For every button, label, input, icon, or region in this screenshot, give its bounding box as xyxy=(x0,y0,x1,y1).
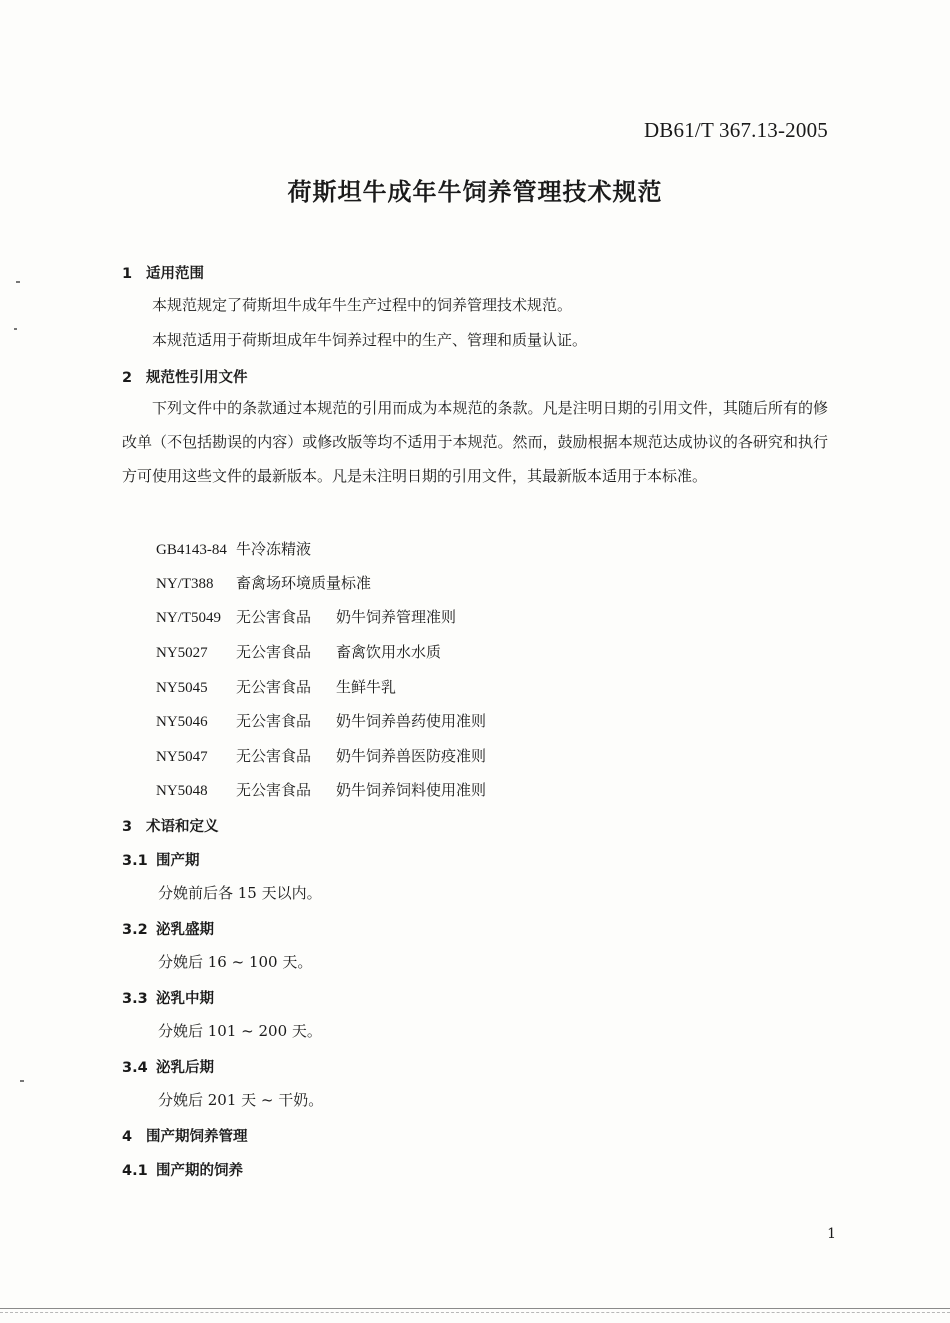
reference-item xyxy=(156,641,441,662)
section-3-heading xyxy=(122,815,219,836)
subsection-4-1-heading xyxy=(122,1159,243,1180)
reference-code: NY5047 xyxy=(156,749,208,765)
page-number: 1 xyxy=(827,1226,836,1242)
reference-code: GB4143-84 xyxy=(156,542,227,558)
subsection-title: 泌乳中期 xyxy=(156,991,214,1007)
scan-edge-line xyxy=(0,1312,950,1313)
reference-item xyxy=(156,779,486,800)
section-1-heading xyxy=(122,262,204,283)
reference-category: 无公害食品 xyxy=(236,712,312,730)
reference-category: 无公害食品 xyxy=(236,608,312,626)
subsection-3-2-heading xyxy=(122,918,214,939)
section-1-paragraph-1: 本规范规定了荷斯坦牛成年牛生产过程中的饲养管理技术规范。 xyxy=(152,296,573,314)
definition-text: 分娩后 101 ~ 200 天。 xyxy=(158,1022,322,1040)
section-title: 术语和定义 xyxy=(146,819,219,835)
reference-category: 无公害食品 xyxy=(236,747,312,765)
subsection-3-1-heading xyxy=(122,849,200,870)
reference-item xyxy=(156,745,486,766)
reference-item xyxy=(156,572,371,593)
subsection-number: 4.1 xyxy=(122,1163,148,1179)
reference-name: 畜禽场环境质量标准 xyxy=(236,574,372,592)
scan-speck xyxy=(14,328,17,330)
scan-speck xyxy=(16,281,20,283)
subsection-title: 泌乳后期 xyxy=(156,1060,214,1076)
subsection-title: 泌乳盛期 xyxy=(156,922,214,938)
reference-code: NY/T5049 xyxy=(156,610,221,626)
section-number: 1 xyxy=(122,266,133,282)
reference-item xyxy=(156,538,311,559)
reference-name: 奶牛饲养管理准则 xyxy=(336,608,457,626)
section-4-heading xyxy=(122,1125,248,1146)
scan-edge-line xyxy=(0,1308,950,1309)
section-2-heading xyxy=(122,366,248,387)
subsection-title: 围产期的饲养 xyxy=(156,1163,243,1179)
section-title: 适用范围 xyxy=(146,266,204,282)
reference-item xyxy=(156,710,486,731)
section-title: 规范性引用文件 xyxy=(146,370,248,386)
definition-text: 分娩前后各 15 天以内。 xyxy=(158,884,322,902)
section-number: 3 xyxy=(122,819,133,835)
subsection-title: 围产期 xyxy=(156,853,200,869)
reference-name: 牛冷冻精液 xyxy=(236,540,312,558)
reference-code: NY5046 xyxy=(156,714,208,730)
reference-item xyxy=(156,676,396,697)
standard-code: DB61/T 367.13-2005 xyxy=(643,118,828,142)
reference-code: NY5045 xyxy=(156,680,208,696)
reference-name: 生鲜牛乳 xyxy=(336,678,397,696)
scan-speck xyxy=(20,1080,24,1082)
reference-code: NY/T388 xyxy=(156,576,214,592)
subsection-number: 3.1 xyxy=(122,853,148,869)
subsection-number: 3.2 xyxy=(122,922,148,938)
definition-text: 分娩后 201 天 ~ 干奶。 xyxy=(158,1091,324,1109)
document-title: 荷斯坦牛成年牛饲养管理技术规范 xyxy=(287,178,663,206)
section-number: 4 xyxy=(122,1129,133,1145)
section-title: 围产期饲养管理 xyxy=(146,1129,248,1145)
subsection-number: 3.4 xyxy=(122,1060,148,1076)
reference-name: 奶牛饲养饲料使用准则 xyxy=(336,781,487,799)
reference-code: NY5027 xyxy=(156,645,208,661)
reference-name: 奶牛饲养兽药使用准则 xyxy=(336,712,487,730)
subsection-3-3-heading xyxy=(122,987,214,1008)
reference-name: 畜禽饮用水水质 xyxy=(336,643,442,661)
section-2-intro-paragraph: 下列文件中的条款通过本规范的引用而成为本规范的条款。凡是注明日期的引用文件，其随后所有的修改单（不包括勘误的内容）或修改版等均不适用于本规范。然而，鼓励根据本规范达成协议的各研究和执行方可使用这些文件的最新版本。凡是未注明日期的引用文件，其最新版本适用于本标准。 xyxy=(122,399,828,485)
reference-name: 奶牛饲养兽医防疫准则 xyxy=(336,747,487,765)
definition-text: 分娩后 16 ~ 100 天。 xyxy=(158,953,313,971)
section-number: 2 xyxy=(122,370,133,386)
reference-category: 无公害食品 xyxy=(236,678,312,696)
reference-item xyxy=(156,606,456,627)
section-1-paragraph-2: 本规范适用于荷斯坦成年牛饲养过程中的生产、管理和质量认证。 xyxy=(152,331,588,349)
subsection-number: 3.3 xyxy=(122,991,148,1007)
reference-code: NY5048 xyxy=(156,783,208,799)
subsection-3-4-heading xyxy=(122,1056,214,1077)
reference-category: 无公害食品 xyxy=(236,781,312,799)
reference-category: 无公害食品 xyxy=(236,643,312,661)
